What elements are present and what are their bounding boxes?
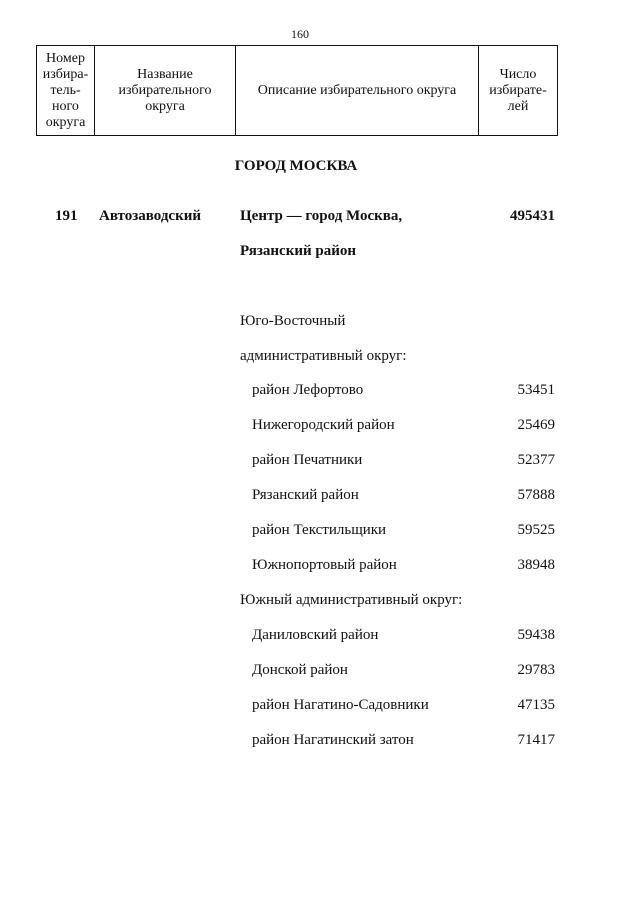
district-center-line1: Центр — город Москва, xyxy=(240,208,403,224)
header-district-description: Описание избирательного округа xyxy=(236,46,479,136)
okrug1-title-line2: административный округ: xyxy=(240,348,407,364)
okrug1-item-value: 57888 xyxy=(517,487,555,503)
okrug2-title: Южный административный округ: xyxy=(240,592,463,608)
okrug1-item-name: Рязанский район xyxy=(252,487,359,503)
header-table xyxy=(36,45,558,136)
header-voter-count: Число избирате-лей xyxy=(479,46,558,136)
okrug1-item-name: Южнопортовый район xyxy=(252,557,397,573)
okrug1-item-name: Нижегородский район xyxy=(252,417,395,433)
okrug1-title-line1: Юго-Восточный xyxy=(240,313,346,329)
district-number: 191 xyxy=(55,208,78,224)
okrug1-item-value: 52377 xyxy=(517,452,555,468)
header-district-number: Номер избира-тель-ного округа xyxy=(37,46,95,136)
okrug2-item-name: Даниловский район xyxy=(252,627,379,643)
section-title: ГОРОД МОСКВА xyxy=(234,158,358,174)
okrug2-item-value: 47135 xyxy=(517,697,555,713)
okrug2-item-value: 59438 xyxy=(517,627,555,643)
okrug1-item-name: район Лефортово xyxy=(252,382,364,398)
page-number: 160 xyxy=(291,27,309,41)
okrug1-item-value: 38948 xyxy=(517,557,555,573)
okrug1-item-name: район Печатники xyxy=(252,452,363,468)
okrug1-item-value: 53451 xyxy=(517,382,555,398)
okrug2-item-value: 71417 xyxy=(517,732,555,748)
okrug1-item-name: район Текстильщики xyxy=(252,522,387,538)
okrug2-item-name: район Нагатино-Садовники xyxy=(252,697,429,713)
okrug2-item-value: 29783 xyxy=(517,662,555,678)
district-name: Автозаводский xyxy=(99,208,201,224)
district-voters: 495431 xyxy=(510,208,555,224)
okrug1-item-value: 25469 xyxy=(517,417,555,433)
header-district-name: Название избирательного округа xyxy=(95,46,236,136)
okrug2-item-name: Донской район xyxy=(252,662,348,678)
okrug2-item-name: район Нагатинский затон xyxy=(252,732,414,748)
okrug1-item-value: 59525 xyxy=(517,522,555,538)
district-center-line2: Рязанский район xyxy=(240,243,357,259)
